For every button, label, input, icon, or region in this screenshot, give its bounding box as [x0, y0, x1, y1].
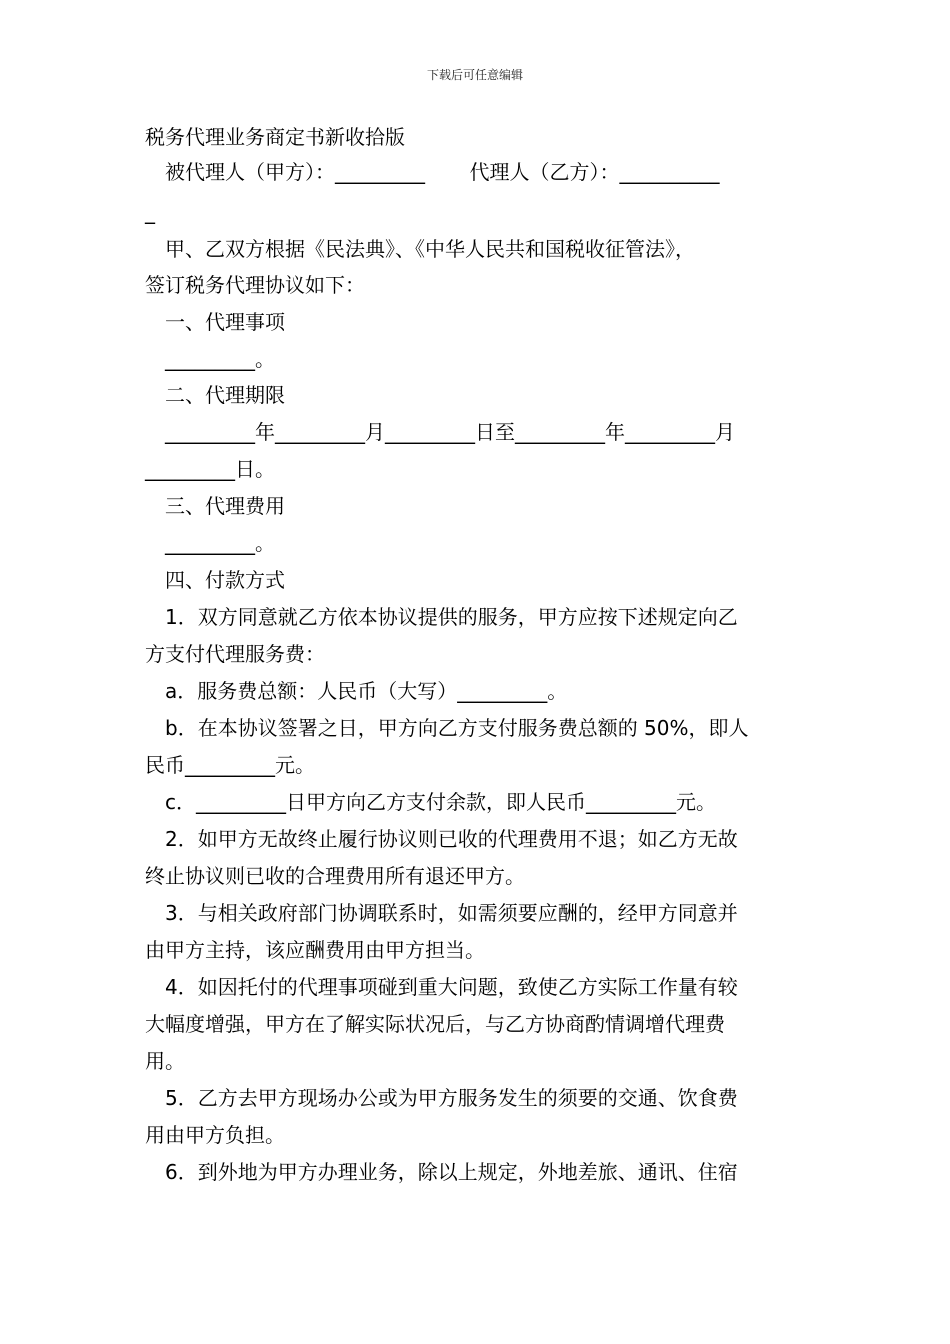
document-title: 税务代理业务商定书新收拾版 [145, 125, 405, 149]
clause-1-line-2: 方支付代理服务费： [145, 642, 325, 666]
clause-1-item-b-line-1: b．在本协议签署之日，甲方向乙方支付服务费总额的 50%，即人 [165, 716, 749, 740]
clause-5-line-2: 用由甲方负担。 [145, 1123, 285, 1147]
clause-1-item-a: a．服务费总额：人民币（大写）_________。 [165, 679, 568, 703]
section-3-title: 三、代理费用 [165, 494, 285, 518]
clause-4-line-1: 4．如因托付的代理事项碰到重大问题，致使乙方实际工作量有较 [165, 975, 738, 999]
clause-2-line-2: 终止协议则已收的合理费用所有退还甲方。 [145, 864, 525, 888]
preamble-line-1: 甲、乙双方根据《民法典》、《中华人民共和国税收征管法》， [165, 237, 695, 261]
clause-1-line-1: 1．双方同意就乙方依本协议提供的服务，甲方应按下述规定向乙 [165, 605, 738, 629]
preamble-line-2: 签订税务代理协议如下： [145, 273, 365, 297]
section-2-title: 二、代理期限 [165, 383, 285, 407]
clause-4-line-2: 大幅度增强，甲方在了解实际状况后，与乙方协商酌情调增代理费 [145, 1012, 725, 1036]
clause-1-item-b-line-2: 民币_________元。 [145, 753, 315, 777]
section-1-title: 一、代理事项 [165, 310, 285, 334]
header-note: 下载后可任意编辑 [426, 68, 523, 82]
clause-5-line-1: 5．乙方去甲方现场办公或为甲方服务发生的须要的交通、饮食费 [165, 1086, 738, 1110]
section-3-blank: _________。 [165, 531, 275, 555]
parties-line: 被代理人（甲方）：_________ 代理人（乙方）：__________ [165, 160, 720, 184]
clause-1-item-c: c．_________日甲方向乙方支付余款，即人民币_________元。 [165, 790, 716, 814]
clause-2-line-1: 2．如甲方无故终止履行协议则已收的代理费用不退；如乙方无故 [165, 827, 738, 851]
section-2-line-1: _________年_________月_________日至_________年_________月 [165, 420, 735, 444]
parties-line-wrap: _ [145, 200, 155, 224]
section-4-title: 四、付款方式 [165, 568, 285, 592]
clause-4-line-3: 用。 [145, 1049, 185, 1073]
clause-3-line-1: 3．与相关政府部门协调联系时，如需须要应酬的，经甲方同意并 [165, 901, 738, 925]
clause-3-line-2: 由甲方主持，该应酬费用由甲方担当。 [145, 938, 485, 962]
section-1-blank: _________。 [165, 347, 275, 371]
section-2-line-2: _________日。 [145, 457, 275, 481]
clause-6-line-1: 6．到外地为甲方办理业务，除以上规定，外地差旅、通讯、住宿 [165, 1160, 738, 1184]
